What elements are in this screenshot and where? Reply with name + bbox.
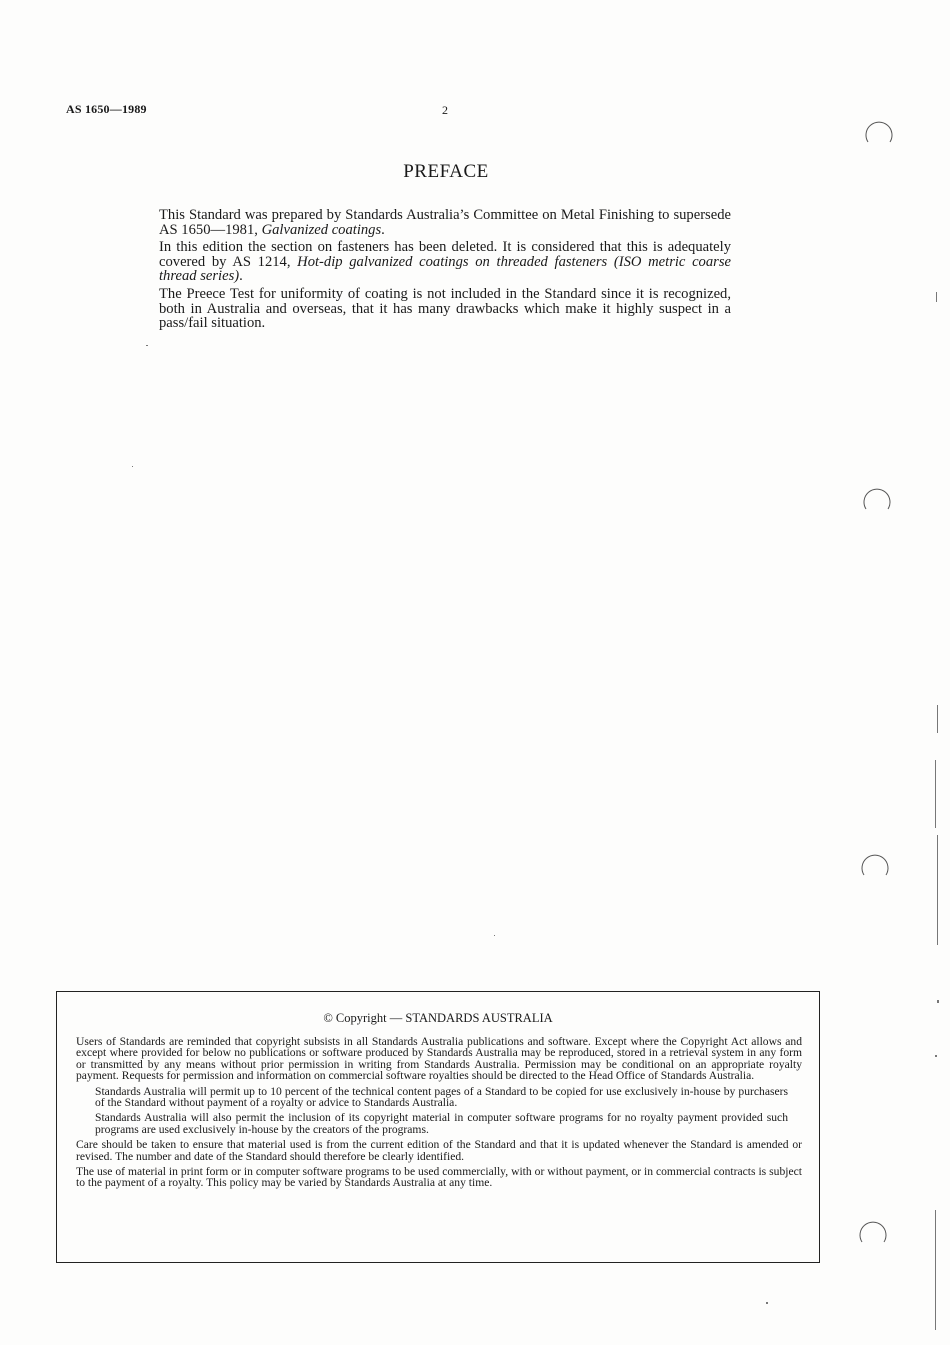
scan-artifact-mark bbox=[935, 1210, 936, 1330]
copyright-title: © Copyright — STANDARDS AUSTRALIA bbox=[323, 1011, 553, 1025]
scan-artifact-mark bbox=[935, 760, 936, 828]
punch-hole-icon bbox=[864, 118, 894, 148]
preface-paragraph-1 bbox=[159, 208, 731, 237]
scan-artifact-mark bbox=[146, 345, 148, 346]
copyright-paragraph: Users of Standards are reminded that copyright subsists in all Standards Australia publications and software. Except where the Copyright Act allows and except where provided for below no publications or software produced by Standards Australia may be reproduced, stored in a retrieval system in any form or transmitted by any means without prior permission in writing from Standards Australia. Permission may be conditional on an appropriate royalty payment. Requests for permission and information on commercial software royalties should be directed to the Head Office of Standards Australia. bbox=[76, 1035, 802, 1083]
preface-p2-end: . bbox=[239, 268, 243, 285]
scan-artifact-mark bbox=[937, 705, 938, 733]
preface-paragraph-3: The Preece Test for uniformity of coating is not included in the Standard since it is recognized, both in Australia and overseas, that it has many drawbacks which make it highly suspect in a pass/fail situation. bbox=[159, 285, 731, 332]
scan-artifact-mark bbox=[494, 935, 495, 936]
scan-artifact-mark bbox=[132, 466, 133, 467]
copyright-text bbox=[76, 1036, 802, 1193]
punch-hole-icon bbox=[860, 851, 890, 881]
scan-artifact-mark bbox=[766, 1302, 768, 1304]
copyright-paragraph: Standards Australia will also permit the inclusion of its copyright material in computer software programs for no royalty payment provided such programs are used exclusively in-house by the creators of the programs. bbox=[95, 1111, 788, 1136]
preface-body bbox=[159, 208, 731, 334]
page-number: 2 bbox=[442, 103, 448, 117]
preface-p1-title-ref: Galvanized coatings bbox=[261, 221, 382, 238]
scan-artifact-mark bbox=[936, 292, 937, 302]
scan-artifact-mark bbox=[935, 1055, 937, 1057]
scan-artifact-mark bbox=[937, 1000, 939, 1003]
preface-p1-end: . bbox=[381, 221, 385, 238]
scan-artifact-mark bbox=[937, 835, 938, 945]
copyright-paragraph: Care should be taken to ensure that material used is from the current edition of the Standard and that it is updated whenever the Standard is amended or revised. The number and date of the Standard should therefore be clearly identified. bbox=[76, 1138, 802, 1163]
preface-heading: PREFACE bbox=[403, 161, 489, 182]
punch-hole-icon bbox=[862, 485, 892, 515]
preface-p2-title-ref: Hot-dip galvanized coatings on threaded fasteners (ISO metric coarse thread series) bbox=[159, 253, 731, 285]
copyright-notice-box bbox=[56, 991, 820, 1263]
punch-hole-icon bbox=[858, 1218, 888, 1248]
document-code: AS 1650—1989 bbox=[66, 102, 147, 116]
preface-paragraph-2 bbox=[159, 240, 731, 284]
preface-p1-text: This Standard was prepared by Standards Australia’s Committee on Metal Finishing to supersede AS 1650—1981, bbox=[159, 207, 731, 238]
copyright-paragraph: The use of material in print form or in computer software programs to be used commercially, with or without payment, or in commercial contracts is subject to the payment of a royalty. This policy may be varied by Standards Australia at any time. bbox=[76, 1165, 802, 1190]
preface-p2-text: In this edition the section on fasteners has been deleted. It is considered that this is adequately covered by AS 1214, bbox=[159, 239, 731, 270]
copyright-paragraph: Standards Australia will permit up to 10 percent of the technical content pages of a Standard to be copied for use exclusively in-house by purchasers of the Standard without payment of a royalty or advice to Standards Australia. bbox=[95, 1084, 788, 1110]
